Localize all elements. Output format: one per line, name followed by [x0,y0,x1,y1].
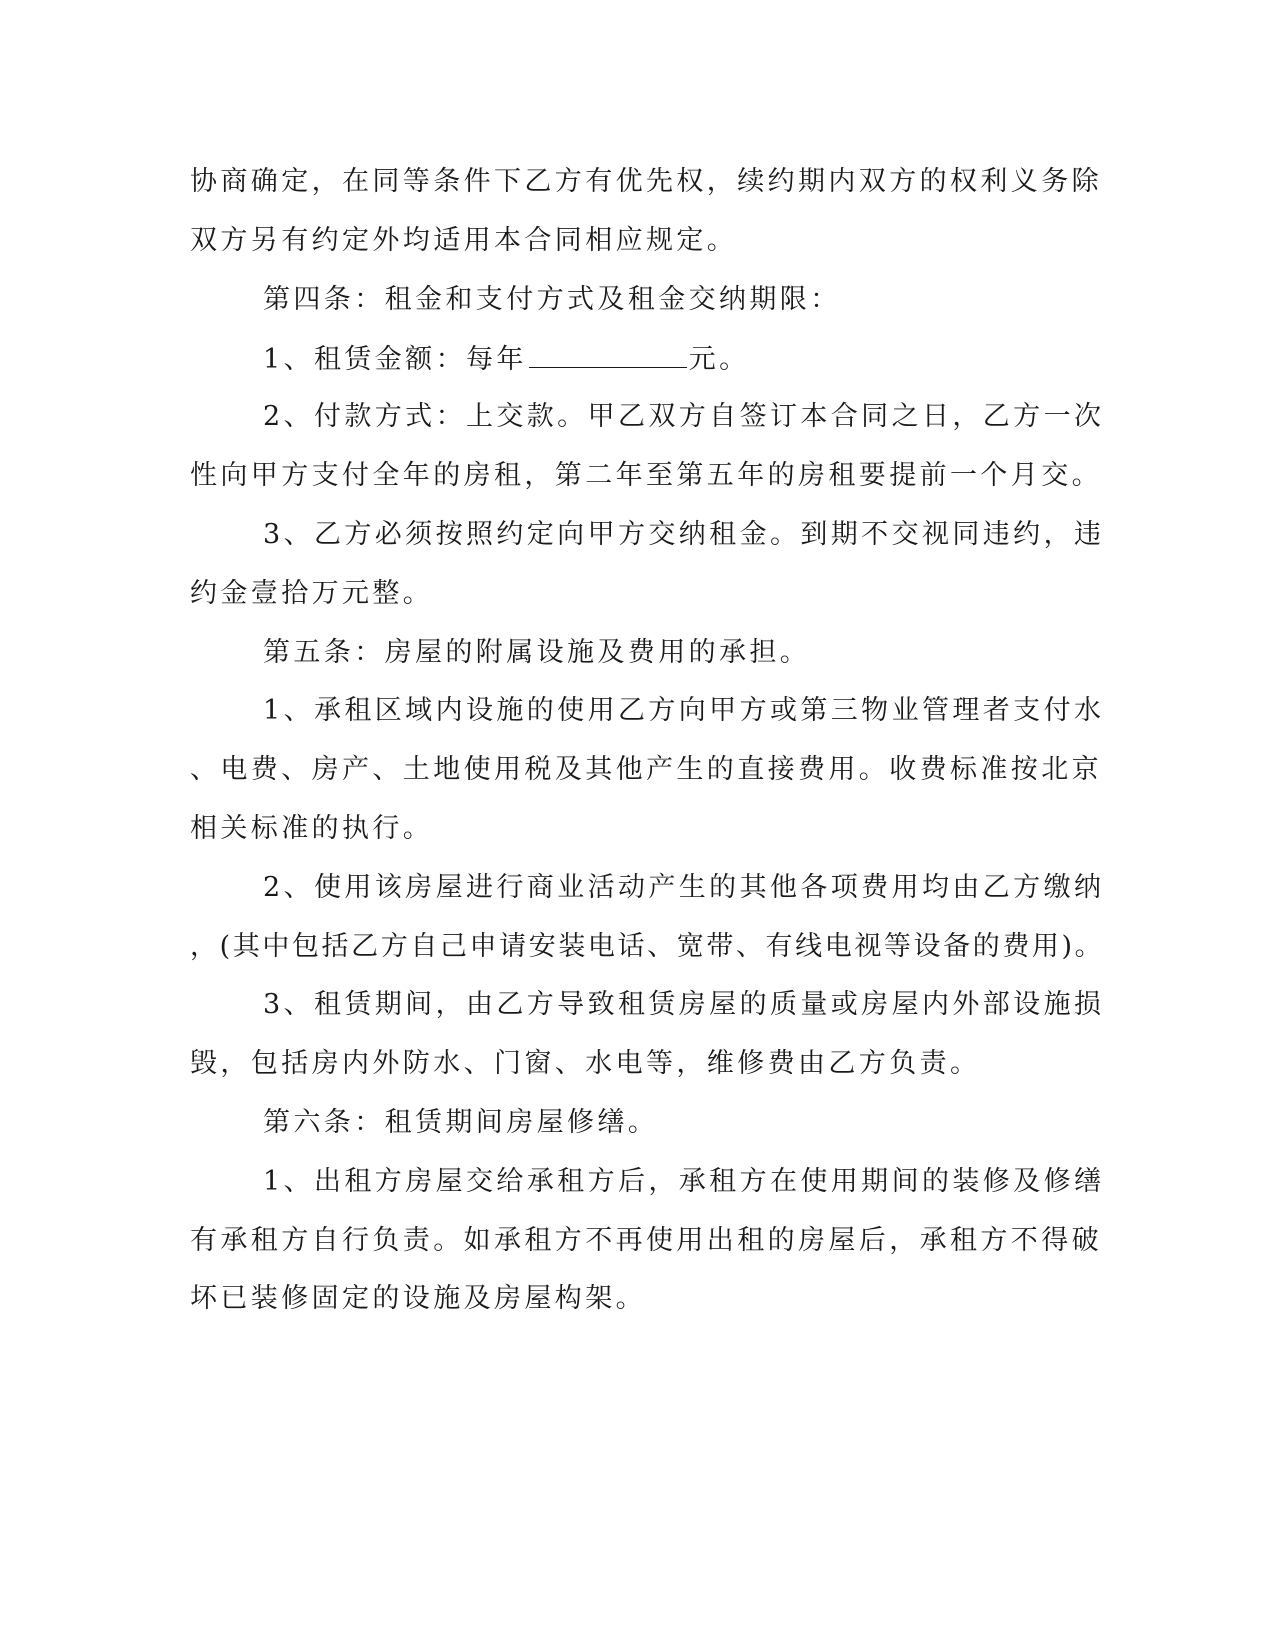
article-heading: 第六条：租赁期间房屋修缮。 [263,1107,659,1138]
text-line: 1、承租区域内设施的使用乙方向甲方或第三物业管理者支付水 [263,695,1105,726]
text-line: 相关标准的执行。 [190,813,434,844]
text-line: 1、出租方房屋交给承租方后，承租方在使用期间的装修及修缮 [263,1166,1105,1197]
text-line: 2、使用该房屋进行商业活动产生的其他各项费用均由乙方缴纳 [263,872,1105,903]
text-line: ，(其中包括乙方自己申请安装电话、宽带、有线电视等设备的费用)。 [190,931,1105,962]
text-line: 3、乙方必须按照约定向甲方交纳租金。到期不交视同违约，违 [263,519,1105,550]
text-line: 、电费、房产、土地使用税及其他产生的直接费用。收费标准按北京 [190,754,1102,785]
article-heading: 第五条：房屋的附属设施及费用的承担。 [263,637,811,668]
article-heading: 第四条：租金和支付方式及租金交纳期限： [263,284,841,315]
text-line: 2、付款方式：上交款。甲乙双方自签订本合同之日，乙方一次 [263,401,1105,432]
text-line: 协商确定，在同等条件下乙方有优先权，续约期内双方的权利义务除 [190,166,1102,197]
text-line: 毁，包括房内外防水、门窗、水电等，维修费由乙方负责。 [190,1048,981,1079]
text-line: 约金壹拾万元整。 [190,578,434,609]
text-line: 性向甲方支付全年的房租，第二年至第五年的房租要提前一个月交。 [190,460,1102,491]
rent-amount-line [263,339,1073,379]
rent-amount-label: 1、租赁金额：每年 [263,344,527,375]
rent-amount-blank [529,339,687,368]
rent-amount-unit: 元。 [688,344,750,375]
text-line: 坏已装修固定的设施及房屋构架。 [190,1283,646,1314]
text-line: 有承租方自行负责。如承租方不再使用出租的房屋后，承租方不得破 [190,1225,1102,1256]
text-line: 双方另有约定外均适用本合同相应规定。 [190,225,738,256]
text-line: 3、租赁期间，由乙方导致租赁房屋的质量或房屋内外部设施损 [263,989,1105,1020]
